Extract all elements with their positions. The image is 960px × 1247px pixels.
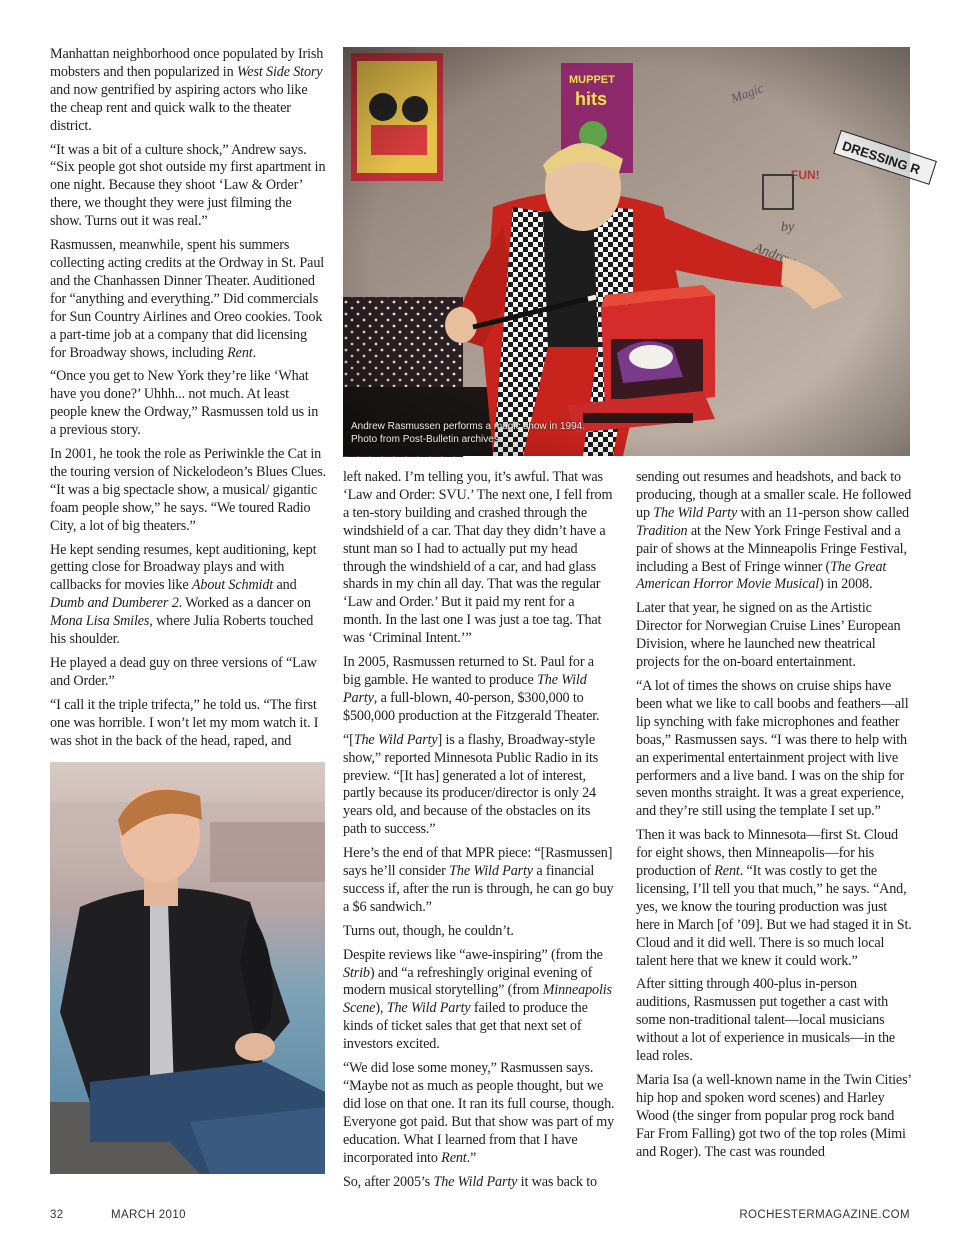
article-paragraph (50, 46, 326, 136)
text-run: . Worked as a dancer on (178, 595, 311, 612)
text-run: failed to produce the kinds of ticket sales that get that next set of investors excited. (343, 1000, 588, 1053)
text-run: with an 11-person show called (737, 504, 909, 521)
text-run: and now gentrified by aspiring actors who like the cheap rent and quick walk to the theater district. (50, 81, 308, 134)
italic-title: Rent (227, 344, 253, 361)
text-run: He played a dead guy on three versions of “Law and Order.” (50, 655, 317, 689)
italic-title: About Schmidt (191, 577, 274, 594)
article-paragraph (343, 732, 615, 839)
text-run: So, after 2005’s (343, 1173, 434, 1190)
text-run: Then it was back to Minnesota—first St. Cloud for eight shows, then Minneapolis—for his production of (636, 827, 898, 880)
text-run: ) and “a refreshingly original evening of modern musical storytelling” (from (343, 964, 593, 999)
article-paragraph (343, 654, 615, 726)
page-number: 32 (50, 1209, 64, 1221)
article-paragraph (343, 469, 615, 648)
text-run: , a full-blown, 40-person, $300,000 to $500,000 production at the Fitzgerald Theater. (343, 689, 600, 724)
text-run: it was back to (517, 1173, 597, 1190)
text-run: “It was a bit of a culture shock,” Andrew says. “Six people got shot outside my first apartment in one night. Because they shoot ‘Law & Order’ there, we thought they were just filming the show. Turns out it was real.” (50, 141, 326, 230)
article-paragraph (50, 368, 326, 440)
text-run: “[ (343, 731, 354, 748)
article-paragraph (50, 655, 326, 691)
italic-title: The Wild Party (433, 1173, 518, 1190)
photo-caption-line-1: Andrew Rasmussen performs a magic show in 1994. (351, 421, 585, 432)
text-run: left naked. I’m telling you, it’s awful. That was ‘Law and Order: SVU.’ The next one, I fell from a ten-story building and crashed through the windshield of a car. That day they didn’t have a stunt man so I had to actually put my head through the windshield of a car, and had glass shards in my chin all day. That was the regular ‘Law and Order.’ But it paid my rent for a month. In the last one I was just a toe tag. That was ‘Criminal Intent.’” (343, 469, 613, 647)
portrait-photo (50, 762, 325, 1174)
italic-title: Rent (441, 1149, 467, 1166)
site-url: ROCHESTERMAGAZINE.COM (739, 1209, 910, 1221)
text-run: Manhattan neighborhood once populated by Irish mobsters and then popularized in (50, 46, 324, 80)
text-run: “We did lose some money,” Rasmussen says. “Maybe not as much as people thought, but we did lose on that one. It ran its full course, though. Everyone got paid. But that show was part of my education. What I learned from that I have incorporated into (343, 1060, 615, 1166)
italic-title: Dumb and Dumberer 2 (50, 595, 179, 612)
article-paragraph (343, 947, 615, 1054)
text-run: In 2001, he took the role as Periwinkle the Cat in the touring version of Nickelodeon’s Blues Clues. “It was a big spectacle show, a musical/ gigantic foam people show,” he says. “We toured Radio City, a lot of big theaters.” (50, 446, 326, 534)
text-run: sending out resumes and headshots, and back to producing, though at a smaller scale. He followed up (636, 469, 912, 521)
text-run: After sitting through 400-plus in-person auditions, Rasmussen put together a cast with some non-traditional talent—local musicians without a lot of experience in musicals—in the lead roles. (636, 976, 896, 1065)
article-paragraph (343, 923, 615, 941)
text-run: , where Julia Roberts touched his shoulder. (50, 613, 314, 648)
article-paragraph (343, 845, 615, 917)
article-column-3 (636, 469, 912, 1168)
article-paragraph (636, 1072, 912, 1162)
text-run: and (273, 577, 297, 594)
article-column-2 (343, 469, 615, 1197)
text-run: . (252, 344, 256, 361)
italic-title: The Great American Horror Movie Musical (636, 558, 887, 593)
text-run: He kept sending resumes, kept auditioning, kept getting close for Broadway plays and with callbacks for movies like (50, 541, 317, 594)
italic-title: Minneapolis Scene (343, 982, 612, 1017)
photo-caption-line-2: Photo from Post-Bulletin archives. (351, 433, 502, 445)
magic-show-photo (343, 47, 923, 456)
text-run: In 2005, Rasmussen returned to St. Paul for a big gamble. He wanted to produce (343, 654, 594, 688)
italic-title: The Wild Party (386, 1000, 471, 1017)
italic-title: Strib (343, 964, 370, 981)
text-run: Here’s the end of that MPR piece: “[Rasmussen] says he’ll consider (343, 845, 613, 880)
text-run: Despite reviews like “awe-inspiring” (from the (343, 946, 603, 963)
italic-title: The Wild Party (343, 671, 587, 706)
text-run: “A lot of times the shows on cruise ships have been what we like to call boobs and feathers—all lip synching with fake microphones and feather boas,” Rasmussen says. “I was there to help with an experimental entertainment project with live performers and a live band. I was on the ship for seven months straight. It was a great experience, and they’re still using the template I set up.” (636, 677, 909, 820)
italic-title: Mona Lisa Smiles (50, 613, 150, 630)
text-run: .” (466, 1149, 477, 1166)
text-run: ) in 2008. (819, 576, 873, 593)
article-paragraph (636, 678, 912, 821)
article-paragraph (636, 827, 912, 970)
text-run: “Once you get to New York they’re like ‘What have you done?’ Uhhh... not much. At least people knew the Ordway,” Rasmussen told us in a previous story. (50, 368, 319, 439)
article-paragraph (50, 697, 326, 751)
article-paragraph (50, 446, 326, 536)
article-paragraph (343, 1060, 615, 1167)
article-paragraph (636, 976, 912, 1066)
italic-title: Rent (714, 863, 740, 880)
dressing-room-text: R (908, 160, 923, 178)
issue-date: MARCH 2010 (111, 1209, 186, 1221)
article-paragraph (50, 542, 326, 649)
italic-title: The Wild Party (449, 863, 533, 880)
text-run: ] is a flashy, Broadway-style show,” reported Minnesota Public Radio in its preview. “[It has] generated a lot of interest, partly because its producer/director is only 24 years old, and because of the obstacles on its path to success.” (343, 731, 599, 838)
article-column-1 (50, 46, 326, 757)
photo-caption (351, 421, 651, 446)
article-paragraph (636, 600, 912, 672)
text-run: . “It was costly to get the licensing, I’ll tell you that much,” he says. “And, yes, we know the touring production was just here in March [of ’09]. But we had staged it in St. Cloud and it did well. There is so much local talent here that we knew it could work.” (636, 863, 912, 969)
article-paragraph (50, 237, 326, 362)
text-run: Turns out, though, he couldn’t. (343, 922, 514, 939)
italic-title: Tradition (636, 522, 688, 539)
article-paragraph (636, 469, 912, 594)
text-run: Later that year, he signed on as the Artistic Director for Norwegian Cruise Lines’ European Division, where he launched new theatrical projects for the on-board entertainment. (636, 600, 901, 671)
text-run: “I call it the triple trifecta,” he told us. “The first one was horrible. I won’t let my mom watch it. I was shot in the back of the head, raped, and (50, 696, 319, 749)
text-run: Rasmussen, meanwhile, spent his summers collecting acting credits at the Ordway in St. Paul and the Chanhassen Dinner Theater. Auditioned for “anything and everything.” Did commercials for Sun Country Airlines and Oreo cookies. Took a part-time job at a company that did licensing for Broadway shows, including (50, 237, 325, 361)
text-run: Maria Isa (a well-known name in the Twin Cities’ hip hop and spoken word scenes) and Harley Wood (the singer from popular prog rock band Far From Falling) got two of the top roles (Mimi and Roger). The cast was rounded (636, 1072, 911, 1160)
article-paragraph (343, 1174, 615, 1192)
italic-title: The Wild Party (653, 504, 738, 521)
article-paragraph (50, 142, 326, 232)
text-run: ), (375, 1000, 387, 1017)
italic-title: The Wild Party (353, 731, 438, 748)
text-run: at the New York Fringe Festival and a pair of shows at the Minneapolis Fringe Festival, including a Best of Fringe winner ( (636, 522, 907, 575)
italic-title: West Side Story (236, 63, 323, 80)
text-run: a financial success if, after the run is through, he can go buy a $6 sandwich.” (343, 863, 614, 915)
